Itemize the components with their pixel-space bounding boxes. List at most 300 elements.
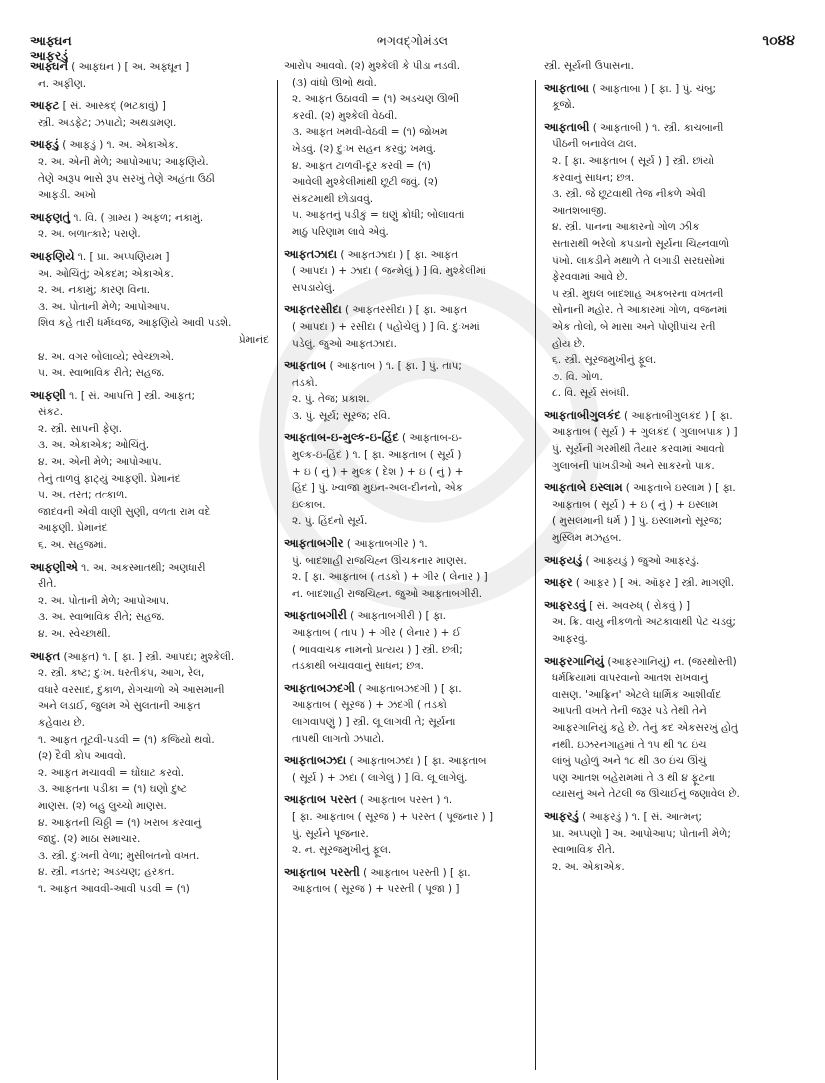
entry-line <box>284 91 529 108</box>
entry-line <box>30 187 273 204</box>
entry-text: ૨. ન. સૂરજમુખીનું ફૂલ. <box>292 844 392 857</box>
entry-text: પંખો. લાકડીને મથાળે તે લગાડી સરઘસોમાં <box>552 254 725 267</box>
headword: આફતાબઝદા <box>284 753 347 768</box>
entry-text: ( આફડું ) ૧. અ. એકાએક. <box>62 139 179 152</box>
entry-text: ૩. આફત ખમવી-વેઠવી = (૧) જોખમ <box>292 126 448 139</box>
entry-first-line <box>284 301 529 319</box>
entry-text: જાદવની એવી વાણી સુણી, વળતા રામ વદે <box>38 505 211 518</box>
dictionary-entry <box>544 653 796 803</box>
entry-text: આફરગાનિયું કહે છે. તેનું કદ એકસરખું હોતું <box>552 721 738 734</box>
entry-text: ( આફતાબ ) ૧. [ ફા. ] પું. તાપ; <box>329 360 462 373</box>
entry-line <box>544 385 796 402</box>
dictionary-entry <box>284 535 529 602</box>
entry-text: (આફરગાનિયું) ન. (જરથોસ્તી) <box>607 655 737 668</box>
entry-first-line <box>30 58 273 76</box>
entry-line <box>30 404 273 421</box>
entry-text: ૩. આફતના પડીકા = (૧) ઘણો દુષ્ટ <box>38 783 187 796</box>
entry-text: પ્રા. અપ્પણો ] અ. આપોઆપ; પોતાની મેળે; <box>552 827 731 840</box>
dictionary-entry <box>30 97 273 131</box>
entry-first-line <box>30 559 273 577</box>
entry-text: અ. ઓચિંતું; એકદમ; એકાએક. <box>38 267 174 280</box>
headword: આફર <box>544 575 573 590</box>
entry-line <box>544 513 796 530</box>
dictionary-entry <box>544 574 796 592</box>
column-divider <box>277 80 278 1080</box>
entry-first-line <box>284 535 529 553</box>
book-title: ભગવદ્ગોમંડલ <box>376 33 449 48</box>
entry-text: [ ફા. આફતાબ ( સૂરજ ) + પરસ્ત ( પૂજનાર ) ] <box>292 810 494 823</box>
entry-line <box>544 770 796 787</box>
entry-text: ન. અફીણ. <box>38 77 87 90</box>
entry-line <box>30 76 273 93</box>
entry-line <box>30 698 273 715</box>
headword: આફતરસીદા <box>284 302 342 317</box>
entry-line <box>544 826 796 843</box>
entry-line <box>284 263 529 280</box>
entry-first-line <box>284 752 529 770</box>
headword: આફટ <box>30 98 60 113</box>
entry-text: ૧. [ સં. આપત્તિ ] સ્ત્રી. આફત; <box>69 389 195 402</box>
dictionary-entry <box>284 607 529 674</box>
entry-line <box>30 487 273 504</box>
entry-first-line <box>284 58 529 75</box>
headword: આફત <box>30 648 61 663</box>
guide-word-first: આફ્ઘન <box>30 33 72 48</box>
dictionary-entry <box>30 248 273 382</box>
entry-text: આતશબાજી. <box>552 204 607 217</box>
entry-first-line <box>544 597 796 615</box>
entry-line <box>30 332 273 349</box>
entry-text: ( આફતરસીદા ) [ ફા. આફત <box>345 304 468 317</box>
entry-text: ( આફતાબ-ઇ- <box>402 432 462 445</box>
entry-text: આફરવું. <box>552 633 588 645</box>
entry-text: ( આપદા ) + ઝાદા ( જન્મેલું ) ] વિ. મુશ્કેલીમાં <box>292 265 486 278</box>
entry-text: [ સં. આસ્કદ્ (ભટકાવું) ] <box>62 100 166 113</box>
headword: આફરગાનિયું <box>544 653 605 668</box>
entry-line <box>30 537 273 554</box>
entry-text: માઠું પરિણામ લાવે એવું. <box>292 225 389 238</box>
entry-line <box>30 171 273 188</box>
entry-first-line <box>284 791 529 809</box>
entry-line <box>30 226 273 243</box>
page-header <box>0 0 825 62</box>
entry-text: સતારાથી ભરેલો કપડાનો સૂર્યના ચિહ્નવાળો <box>552 237 730 250</box>
entry-text: આરોપ આવવો. (૨) મુશ્કેલી કે પીડા નડવી. <box>284 60 461 72</box>
entry-line <box>30 349 273 366</box>
entry-line <box>284 513 529 530</box>
dictionary-entry <box>284 429 529 530</box>
entry-text: ૫. અ. સ્વાભાવિક રીતે; સહજ. <box>38 367 165 380</box>
entry-line <box>544 424 796 441</box>
entry-line <box>284 391 529 408</box>
entry-text: તેનું તાળવું ફાટ્યું આફણી. પ્રેમાનંદ <box>38 472 181 485</box>
entry-line <box>30 798 273 815</box>
entry-text: ન. બાદશાહી રાજચિહ્ન. જુઓ આફતાબગીરી. <box>292 587 483 600</box>
entry-text: ( આફરડું ) ૧. [ સં. આત્મન્; <box>582 810 703 823</box>
entry-text: ૪. સ્ત્રી. પાનના આકારનો ગોળ ઝીક <box>552 221 700 234</box>
entry-line <box>284 464 529 481</box>
entry-line <box>284 697 529 714</box>
entry-text: તડકો. <box>292 376 318 389</box>
entry-text: ૨. [ ફા. આફતાબ ( તડકો ) + ગીર ( લેનાર ) ] <box>292 571 488 584</box>
entry-text: ૨. સ્ત્રી. સાપની ફેણ. <box>38 422 123 435</box>
dictionary-entry <box>544 597 796 648</box>
entry-text: ( આફ્યડું ) જુઓ આફરડું. <box>585 554 700 567</box>
entry-line <box>544 203 796 220</box>
entry-line <box>284 826 529 843</box>
entry-text: ૩. સ્ત્રી. દુઃખની વેળા; મુસીબતનો વખત. <box>38 849 200 862</box>
entry-text: માણસ. (૨) બહુ લુચ્ચો માણસ. <box>38 799 167 812</box>
entry-text: આવેલી મુશ્કેલીમાંથી છૂટી જવું. (૨) <box>292 176 438 189</box>
column-divider <box>535 80 536 1070</box>
dictionary-entry <box>544 119 796 402</box>
dictionary-entry <box>284 752 529 786</box>
headword: આફરડું <box>544 808 579 823</box>
entry-line <box>30 748 273 765</box>
entry-text: (૩) વાંધો ઊભો થવો. <box>292 76 377 89</box>
headword: આફરડવું <box>544 597 586 612</box>
entry-line <box>30 715 273 732</box>
entry-line <box>544 336 796 353</box>
dictionary-entry <box>30 58 273 92</box>
entry-line <box>544 236 796 253</box>
dictionary-entry <box>284 864 529 898</box>
dictionary-entry <box>284 680 529 747</box>
entry-text: ૧. અ. અકસ્માતથી; અણધારી <box>81 561 206 574</box>
entry-text: તાપથી લાગતો ઝપાટો. <box>292 732 385 745</box>
entry-text: ૨. આફત મચાવવી = ઘોંઘાટ કરવો. <box>38 766 185 779</box>
entry-text: સોનાની મહોર. તે આકારમાં ગોળ, વજનમાં <box>552 304 728 317</box>
entry-text: મુસ્લિમ મઝહબ. <box>552 532 622 545</box>
dictionary-entry <box>544 407 796 474</box>
entry-text: નથી. ઇઝરનગાહમાં તે ૧૫ થી ૧૮ ઇંચ <box>552 738 707 751</box>
entry-text: ૨. [ ફા. આફતાબ ( સૂર્ય ) ] સ્ત્રી. છાંયો <box>552 154 715 167</box>
entry-text: ધર્મક્રિયામાં વાપરવાનો આતશ રાખવાનું <box>552 672 708 685</box>
entry-text: ૨. આફત ઉઠાવવી = (૧) અડચણ ઊભી <box>292 93 460 106</box>
entry-text: ( મુસલમાની ધર્મ ) ] પું. ઇસ્લામનો સૂરજ; <box>552 515 723 528</box>
entry-text: ૮. વિ. સૂર્ય સંબંધી. <box>552 387 630 400</box>
entry-text: કહેવાય છે. <box>38 716 85 729</box>
dictionary-entry <box>30 209 273 243</box>
entry-first-line <box>544 58 796 75</box>
entry-line <box>30 593 273 610</box>
entry-text: પડેલું. જુઓ આફતઝાદા. <box>292 337 397 350</box>
entry-text: પું. બાદશાહી રાજચિહ્ન ઊંચકનાર માણસ. <box>292 554 467 567</box>
entry-text: ૪. અ. એની મેળે; આપોઆપ. <box>38 456 162 469</box>
entry-line <box>284 174 529 191</box>
headword: આફતાબા <box>544 80 589 95</box>
entry-text: આફણી. પ્રેમાનંદ <box>38 522 108 535</box>
entry-text: ( આફતાબી ) ૧. સ્ત્રી. કાચબાની <box>592 121 724 134</box>
entry-text: આફડી. અખો <box>38 189 97 202</box>
entry-text: આફતાબ ( સૂરજ ) + પરસ્તી ( પૂજા ) ] <box>292 883 460 896</box>
entry-text: પીઠની બનાવેલ ઢાલ. <box>552 138 637 151</box>
entry-line <box>284 141 529 158</box>
dictionary-entry <box>544 80 796 114</box>
entry-text: ( આફતાબગીર ) ૧. <box>346 538 428 551</box>
entry-line <box>544 97 796 114</box>
entry-line <box>284 809 529 826</box>
entry-line <box>544 497 796 514</box>
entry-line <box>544 753 796 770</box>
entry-line <box>544 286 796 303</box>
entry-text: હિંદ ] પું. ખ્વાજા મુઇન-અલ-દીનનો, એક <box>292 482 463 495</box>
entry-text: આફતાબ ( સૂર્ય ) + ઇ ( નું ) + ઇસ્લામ <box>552 498 718 511</box>
entry-line <box>284 158 529 175</box>
headword: આફતઝાદા <box>284 246 337 261</box>
dictionary-entry <box>544 552 796 570</box>
entry-text: અને લડાઈ, જુલમ એ સુલતાની આફત <box>38 700 201 713</box>
entry-text: ૩. અ. એકાએક; ઓચિંતું. <box>38 439 150 452</box>
entry-line <box>30 315 273 332</box>
entry-text: તેણે અરૂપ ભાસે રૂપ સરખું તેણે અહંતા ઉઠી <box>38 172 215 185</box>
entry-text: ( સૂર્ય ) + ઝદા ( લાગેલું ) ] વિ. લૂ લાગેલું. <box>292 771 468 784</box>
dictionary-entry <box>30 136 273 203</box>
entry-text: વધારે વરસાદ, દુકાળ, રોગચાળો એ આસમાની <box>38 683 225 696</box>
entry-line <box>30 365 273 382</box>
entry-line <box>284 842 529 859</box>
entry-text: કરવાનું સાધન; છત્ર. <box>552 171 635 184</box>
entry-line <box>30 831 273 848</box>
entry-text: પ્રેમાનંદ <box>238 333 269 346</box>
entry-line <box>284 553 529 570</box>
entry-text: ૧. [ પ્રા. અપ્પણિયમ ] <box>77 250 170 263</box>
entry-text: ૨. અ. એની મેળે; આપોઆપ; આફણિયે. <box>38 155 209 168</box>
entry-line <box>284 75 529 92</box>
entry-line <box>30 732 273 749</box>
headword: આફયડું <box>544 552 583 567</box>
entry-text: ૨. અ. એકાએક. <box>552 860 625 873</box>
entry-first-line <box>30 97 273 115</box>
page-number: ૧૦૪૪ <box>762 33 795 49</box>
entry-first-line <box>30 136 273 154</box>
entry-line <box>544 737 796 754</box>
dictionary-entry <box>544 58 796 75</box>
entry-text: જાદુ. (૨) માઠા સમાચાર. <box>38 833 141 846</box>
headword: આફણિયે <box>30 248 75 263</box>
dictionary-entry <box>284 791 529 858</box>
entry-text: હોય છે. <box>552 337 586 350</box>
entry-line <box>30 815 273 832</box>
headword: આફતાબ પરસ્ત <box>284 792 357 807</box>
entry-first-line <box>544 119 796 137</box>
entry-text: ( આફતાબા ) [ ફા. ] પું. ચંબુ; <box>592 82 716 95</box>
entry-line <box>544 720 796 737</box>
entry-text: સંકટમાથી છોડાવવું. <box>292 192 374 205</box>
entry-line <box>284 714 529 731</box>
entry-text: ૨. અ. નકામું; કારણ વિના. <box>38 284 151 297</box>
entry-text: સ્ત્રી. સૂર્યની ઉપાસના. <box>544 60 634 72</box>
entry-text: લાંબું પહોળું અને ૧૮ થી ૩૦ ઇંચ ઊંચું <box>552 755 707 768</box>
entry-line <box>30 299 273 316</box>
entry-line <box>30 864 273 881</box>
entry-line <box>544 703 796 720</box>
entry-text: એક તોલો, બે માસા અને પોણીપાંચ રતી <box>552 320 716 333</box>
entry-line <box>544 530 796 547</box>
entry-line <box>30 437 273 454</box>
entry-text: સપડાયેલું. <box>292 281 336 294</box>
headword: આફતાબ <box>284 358 327 373</box>
entry-text: ( આફતાબગીરી ) [ ફા. <box>350 610 447 623</box>
entry-text: આપતી વખતે તેની જરૂર પડે તેથી તેને <box>552 705 707 718</box>
entry-first-line <box>544 552 796 570</box>
entry-text: ( આફતાબઝદગી ) [ ફા. <box>358 682 462 695</box>
entry-line <box>544 670 796 687</box>
entry-line <box>30 504 273 521</box>
entry-text: સ્વાભાવિક રીતે. <box>552 844 616 857</box>
entry-text: ( આપદા ) + રસીદા ( પહોંચેલું ) ] વિ. દુઃખમાં <box>292 320 480 333</box>
entry-first-line <box>30 248 273 266</box>
entry-text: સંકટ. <box>38 406 64 419</box>
entry-line <box>30 576 273 593</box>
entry-line <box>544 631 796 648</box>
headword: આફણતું <box>30 209 71 224</box>
dictionary-entry <box>284 58 529 241</box>
entry-text: [ સં. અવરુધ્ ( રોકવું ) ] <box>589 599 691 612</box>
entry-first-line <box>544 479 796 497</box>
entry-first-line <box>30 648 273 666</box>
entry-text: + ઇ ( નું ) + મુલ્ક ( દેશ ) + ઇ ( નું ) + <box>292 465 464 478</box>
entry-text: ૧. આફત આવવી-આવી પડવી = (૧) <box>38 882 190 895</box>
entry-line <box>30 848 273 865</box>
entry-text: ૪. આફતની ચિઠ્ઠી = (૧) ખરાબ કરવાનું <box>38 816 202 829</box>
entry-text: મુલ્ક-ઇ-હિંદ ) ૧. [ ફા. આફતાબ ( સૂર્ય ) <box>292 449 462 462</box>
entry-text: ( આફતાબઝદા ) [ ફા. આફતાબ <box>349 755 487 768</box>
entry-line <box>30 282 273 299</box>
entry-first-line <box>284 607 529 625</box>
entry-line <box>284 224 529 241</box>
entry-first-line <box>284 429 529 447</box>
entry-line <box>284 625 529 642</box>
entry-line <box>284 770 529 787</box>
entry-line <box>544 153 796 170</box>
entry-line <box>30 421 273 438</box>
entry-line <box>544 458 796 475</box>
entry-first-line <box>284 357 529 375</box>
entry-text: શિવ કહે તારી ધર્મધ્વજ, આફણિયે આવી પડશે. <box>38 317 232 330</box>
entry-line <box>544 136 796 153</box>
entry-text: (૨) દૈવી કોપ આવવો. <box>38 750 127 763</box>
entry-line <box>544 614 796 631</box>
entry-text: ( આફતાબે ઇસ્લામ ) [ ફા. <box>625 482 736 495</box>
entry-text: રીતે. <box>38 578 57 591</box>
entry-text: વાસણ. 'આફ્રિન' એટલે ધાર્મિક આશીર્વાદ <box>552 688 722 701</box>
entry-text: ૨. અ. પોતાની મેળે; આપોઆપ. <box>38 594 170 607</box>
entry-text: ( આફઘન ) [ અ. અફ્ઘૂન ] <box>71 61 190 73</box>
entry-text: (આફ઼ત) ૧. [ ફા. ] સ્ત્રી. આપદા; મુશ્કેલી. <box>63 650 235 663</box>
entry-line <box>284 569 529 586</box>
entry-line <box>544 269 796 286</box>
dictionary-entry <box>30 648 273 898</box>
entry-line <box>544 170 796 187</box>
entry-first-line <box>284 680 529 698</box>
headword: આફતાબગીરી <box>284 608 347 623</box>
entry-text: ફેરવવામાં આવે છે. <box>552 271 628 284</box>
entry-line <box>30 881 273 898</box>
entry-line <box>544 859 796 876</box>
entry-line <box>284 642 529 659</box>
entry-text: અ. ક્રિ. વાયુ નીકળતો અટકાવાથી પેટ ચડવું; <box>552 616 736 629</box>
entry-line <box>30 454 273 471</box>
entry-text: ( આફતાબીગુલકંદ ) [ ફા. <box>624 409 733 422</box>
entry-line <box>284 191 529 208</box>
entry-line <box>284 319 529 336</box>
entry-line <box>544 219 796 236</box>
entry-text: ગુલાબની પાંખડીઓ અને સાકરનો પાક. <box>552 459 715 472</box>
entry-line <box>30 266 273 283</box>
entry-line <box>544 441 796 458</box>
headword: આફણીએ <box>30 559 78 574</box>
entry-line <box>284 480 529 497</box>
entry-text: લાગવાપણું ) ] સ્ત્રી. લૂ લાગવી તે; સૂર્યના <box>292 715 456 728</box>
entry-line <box>284 731 529 748</box>
entry-text: ૩. અ. પોતાની મેળે; આપોઆપ. <box>38 300 170 313</box>
entry-line <box>30 781 273 798</box>
entry-line <box>284 408 529 425</box>
entry-line <box>544 186 796 203</box>
guide-word-last: આફરડું <box>30 48 69 63</box>
entry-line <box>30 609 273 626</box>
entry-first-line <box>544 653 796 671</box>
entry-text: પણ આતશ બહેરામમાં તે ૩ થી ૪ ફૂટના <box>552 771 715 784</box>
entry-first-line <box>30 387 273 405</box>
entry-line <box>284 336 529 353</box>
headword: આફતાબીગુલકંદ <box>544 407 621 422</box>
entry-first-line <box>544 808 796 826</box>
entry-line <box>544 319 796 336</box>
entry-first-line <box>544 574 796 592</box>
entry-text: કૂજો. <box>552 99 576 112</box>
entry-text: ૧. વિ. ( ગ્રામ્ય ) અફળ; નકામું. <box>73 211 204 224</box>
entry-line <box>284 207 529 224</box>
entry-text: ૩. અ. સ્વાભાવિક રીતે; સહજ. <box>38 611 165 624</box>
entry-text: ૩. પું. સૂર્ય; સૂરજ; રવિ. <box>292 409 391 422</box>
entry-text: આફતાબ ( સૂર્ય ) + ગુલકંદ ( ગુલાબપાક ) ] <box>552 426 738 439</box>
entry-line <box>544 253 796 270</box>
entry-text: ૨. પું. તેજ; પ્રકાશ. <box>292 393 370 406</box>
entry-text: ૫. અ. તરત; તત્કાળ. <box>38 489 128 502</box>
headword: આફ્ઘન <box>30 59 68 73</box>
entry-line <box>284 497 529 514</box>
entry-text: ૭. વિ. ગોળ. <box>552 370 603 383</box>
entry-text: ૫ સ્ત્રી. મુઘલ બાદશાહ અકબરના વખતની <box>552 287 724 300</box>
entry-text: સ્ત્રી. અડફેટ; ઝપાટો; અથડામણ. <box>38 116 177 129</box>
dictionary-entry <box>544 479 796 546</box>
entry-line <box>30 154 273 171</box>
entry-text: ૨. અ. બળાત્કારે; પરાણે. <box>38 228 141 241</box>
column-2 <box>284 58 529 1078</box>
entry-text: ૪. સ્ત્રી. નડતર; અડચણ; હરકત. <box>38 866 175 879</box>
entry-text: તડકાથી બચાવવાનું સાધન; છત્ર. <box>292 660 424 673</box>
dictionary-entry <box>284 246 529 297</box>
entry-text: ૧. આફત તૂટવી-પડવી = (૧) કજિયો થવો. <box>38 733 215 746</box>
entry-line <box>30 520 273 537</box>
headword: આફતાબઝદગી <box>284 680 355 695</box>
entry-line <box>30 765 273 782</box>
entry-line <box>284 375 529 392</box>
headword: આફતાબ પરસ્તી <box>284 864 360 879</box>
entry-text: ( આફ઼ર ) [ અં. ઑફર ] સ્ત્રી. માગણી. <box>575 577 735 590</box>
entry-text: આફતાબ ( સૂરજ ) + ઝદગી ( તડકો <box>292 699 447 712</box>
entry-text: ૪. અ. સ્વેચ્છાથી. <box>38 628 111 640</box>
entry-line <box>544 369 796 386</box>
entry-first-line <box>30 209 273 227</box>
headword: આફતાબી <box>544 119 590 134</box>
dictionary-entry <box>284 301 529 352</box>
entry-line <box>284 108 529 125</box>
entry-line <box>284 124 529 141</box>
dictionary-columns <box>0 58 825 1078</box>
